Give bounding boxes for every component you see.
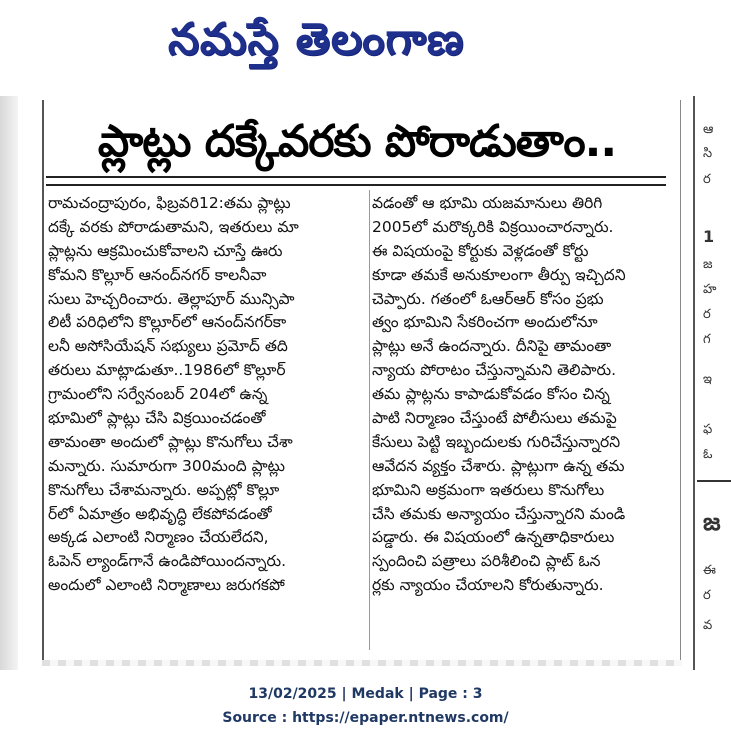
text-line: కూడా తమకే అనుకూలంగా తీర్పు ఇచ్చిదని <box>372 265 626 284</box>
text-line: న్యాయ పోరాటం చేస్తున్నామని తెలిపారు. <box>372 361 617 380</box>
text-line: భూమిలో ప్లాట్లు చేసి విక్రయించడంతో <box>48 409 266 428</box>
text-line: పాటి నిర్మాణం చేస్తుంటే పోలీసులు తమపై <box>372 409 617 428</box>
text-line: లిటీ పరిధిలోని కొల్లూర్‌లో ఆనంద్‌నగర్‌కా <box>48 313 287 332</box>
column-divider <box>369 190 370 650</box>
text-line: ఆవేదన వ్యక్తం చేశారు. ప్లాట్లుగా ఉన్న తమ <box>372 456 625 475</box>
edge-fragment: జ <box>703 508 721 536</box>
text-line: ర్‌లో ఏమాత్రం అభివృద్ధి లేకపోవడంతో <box>48 504 272 523</box>
text-line: త్వం భూమిని సేకరించగా అందులోనూ <box>372 313 598 332</box>
text-line: ర్లకు న్యాయం చేయాలని కోరుతున్నారు. <box>372 576 604 595</box>
edge-fragment: ఆ <box>703 122 714 137</box>
text-line: ఈ విషయంపై కోర్టుకు వెళ్లడంతో కోర్టు <box>372 241 589 260</box>
edge-fragment: జ <box>703 257 713 272</box>
text-line: తమ ప్లాట్లను కాపాడుకోవడం కోసం చిన్న <box>372 385 610 404</box>
text-line: పడ్డారు. ఈ విషయంలో ఉన్నతాధికారులు <box>372 528 615 547</box>
article-column-left <box>48 192 368 598</box>
text-line: కేసులు పెట్టి ఇబ్బందులకు గురిచేస్తున్నారని <box>372 432 621 451</box>
text-line: గ్రామంలోని సర్వేనంబర్ 204లో ఉన్న <box>48 385 268 404</box>
text-line: స్పందించి పత్రాలు పరిశీలించి ప్లాట్ ఓన <box>372 552 601 571</box>
masthead <box>0 0 731 80</box>
text-line: మన్నారు. సుమారుగా 300మంది ప్లాట్లు <box>48 456 285 475</box>
text-line: లనీ అసోసియేషన్ సభ్యులు ప్రమోద్ తది <box>48 337 288 356</box>
edge-fragment: గ <box>703 332 711 347</box>
edge-fragment: ఈ <box>703 563 716 578</box>
footer-source: Source : https://epaper.ntnews.com/ <box>222 710 509 726</box>
edge-fragment: ర <box>703 307 711 322</box>
text-line: వడంతో ఆ భూమి యజమానులు తిరిగి <box>372 194 603 212</box>
footer-date-edition: 13/02/2025 | Medak | Page : 3 <box>248 686 483 702</box>
text-line: కొనుగోలు చేశామన్నారు. అప్పట్లో కొల్లూ <box>48 480 280 499</box>
text-line: కోమని కొల్లూర్ ఆనంద్‌నగర్ కాలనీవా <box>48 265 267 284</box>
edge-fragment: ఫ <box>703 422 713 437</box>
text-line: అందులో ఎలాంటి నిర్మాణాలు జరుగకపో <box>48 576 285 595</box>
text-line: భూమిని అక్రమంగా ఇతరులు కొనుగోలు <box>372 480 605 499</box>
text-line: 2005లో మరొక్కరికి విక్రయించారన్నారు. <box>372 217 614 236</box>
edge-fragment: 1 <box>703 227 715 246</box>
text-line: చెప్పారు. గతంలో ఓఆర్ఆర్ కోసం ప్రభు <box>372 289 604 308</box>
adjacent-page-edge-left <box>0 96 18 670</box>
edge-divider <box>697 480 731 482</box>
edge-fragment: హ <box>703 282 717 297</box>
text-line: ప్లాట్లు అనే ఉందన్నారు. దీనిపై తామంతా <box>372 337 612 356</box>
newspaper-logo: నమస్తే తెలంగాణ <box>168 14 465 65</box>
text-line: సులు హెచ్చరించారు. తెల్లాపూర్ మున్సిపా <box>48 289 295 308</box>
article-headline: ప్లాట్లు దక్కేవరకు పోరాడుతాం.. <box>97 116 617 167</box>
clipping-bottom-edge <box>42 660 682 666</box>
text-line: తరులు మాట్లాడుతూ..1986లో కొల్లూర్ <box>48 361 286 380</box>
edge-fragment: ర <box>703 172 711 187</box>
edge-fragment: ర <box>703 588 711 603</box>
headline-divider <box>46 176 666 186</box>
article-column-right <box>372 192 667 598</box>
text-line: ప్లాట్లను ఆక్రమించుకోవాలని చూస్తే ఊరు <box>48 241 283 260</box>
text-line: రామచంద్రాపురం, ఫిబ్రవరి12:తమ ప్లాట్లు <box>48 194 291 212</box>
text-line: తామంతా అందులో ప్లాట్లు కొనుగోలు చేశా <box>48 432 293 451</box>
edge-fragment: ఇ <box>703 372 712 387</box>
text-line: అక్కడ ఎలాంటి నిర్మాణం చేయలేదని, <box>48 528 269 547</box>
text-line: ఓపెన్ ల్యాండ్‌గానే ఉండిపోయిందన్నారు. <box>48 552 287 571</box>
text-line: చేసి తమకు అన్యాయం చేస్తున్నారని మండి <box>372 504 626 523</box>
edge-fragment: వ <box>703 618 713 633</box>
edge-fragment: ఓ <box>703 447 713 462</box>
edge-fragment: సి <box>703 146 713 161</box>
text-line: దక్కే వరకు పోరాడుతామని, ఇతరులు మా <box>48 217 299 236</box>
